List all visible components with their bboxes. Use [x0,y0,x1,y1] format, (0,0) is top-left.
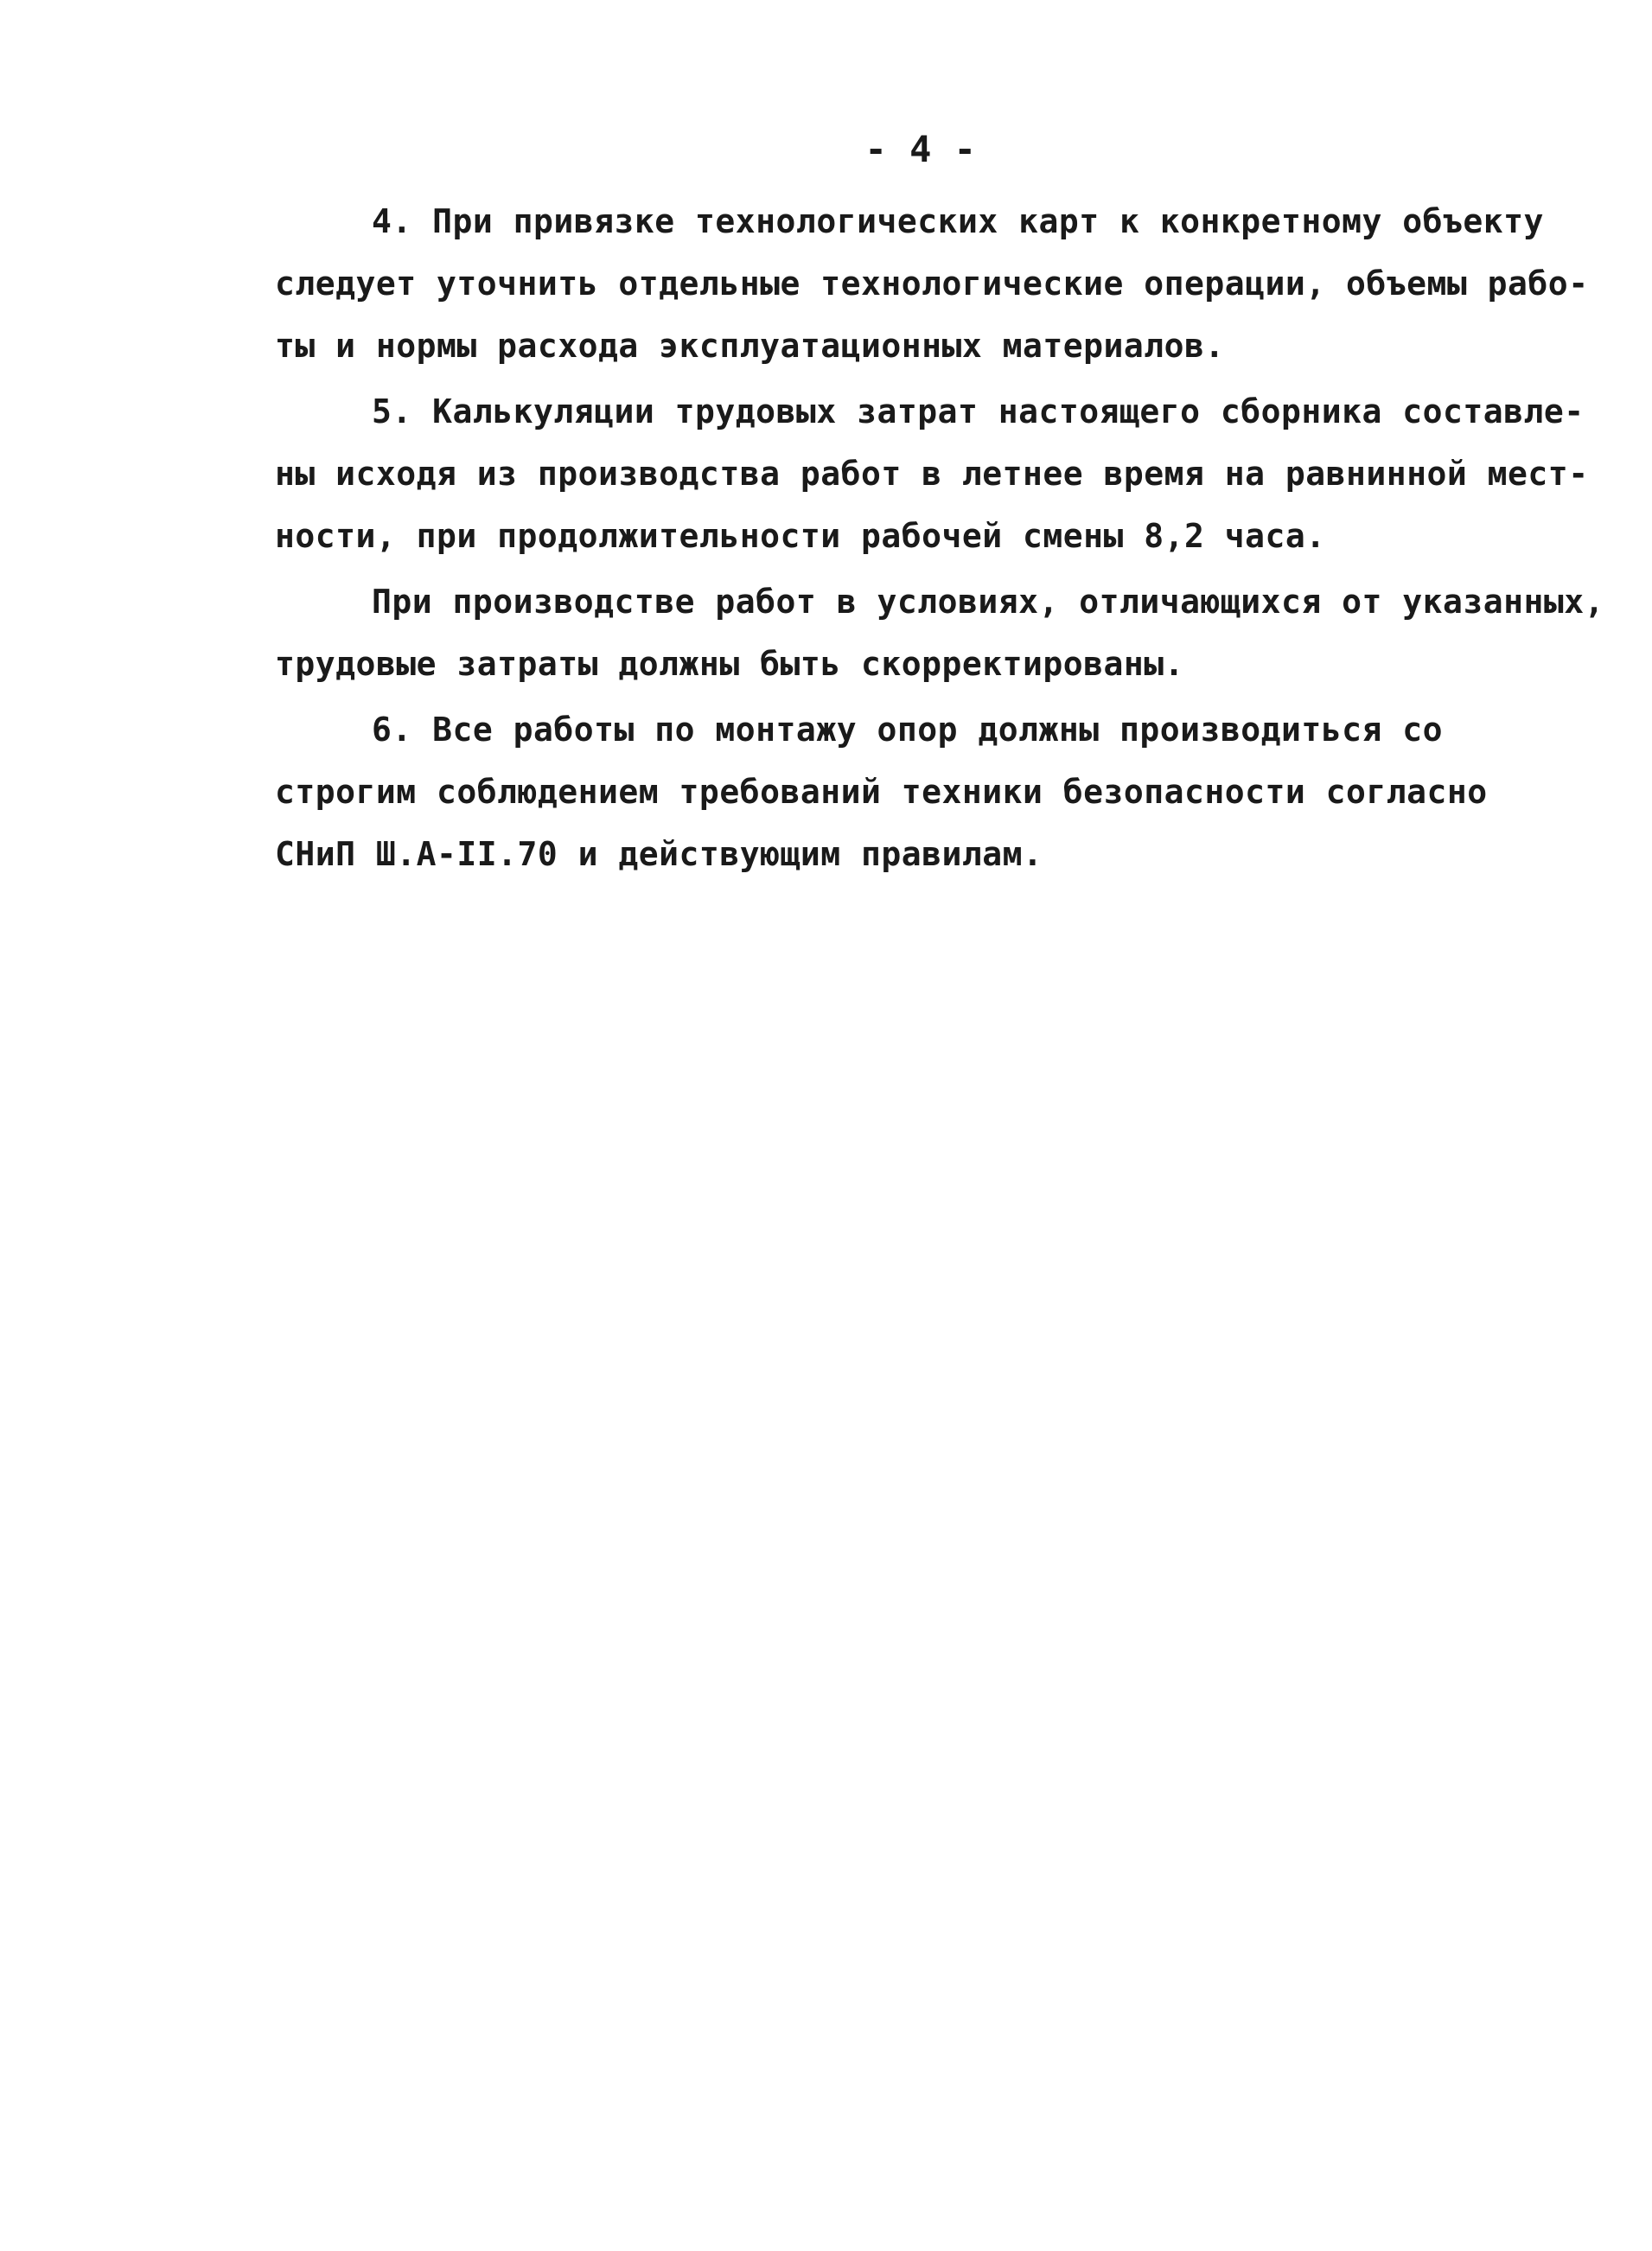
paragraph-4-line-1: 4. При привязке технологических карт к конкретному объекту [372,202,1544,240]
paragraph-6-line-1: 6. Все работы по монтажу опор должны производиться со [372,711,1444,749]
paragraph-5b-line-1: При производстве работ в условиях, отличающихся от указанных, [372,583,1605,621]
paragraph-6-line-2: строгим соблюдением требований техники безопасности согласно [275,773,1488,811]
paragraph-5-line-1: 5. Калькуляции трудовых затрат настоящего сборника составле- [372,392,1585,430]
paragraph-5-line-3: ности, при продолжительности рабочей смены 8,2 часа. [275,517,1326,555]
paragraph-5b-line-2: трудовые затраты должны быть скорректированы. [275,645,1185,683]
paragraph-5-line-2: ны исходя из производства работ в летнее время на равнинной мест- [275,455,1589,493]
page-number: - 4 - [864,128,977,170]
paragraph-4-line-3: ты и нормы расхода эксплуатационных материалов. [275,327,1225,365]
paragraph-4-line-2: следует уточнить отдельные технологические операции, объемы рабо- [275,265,1589,303]
paragraph-6-line-3: СНиП Ш.А-II.70 и действующим правилам. [275,835,1043,873]
